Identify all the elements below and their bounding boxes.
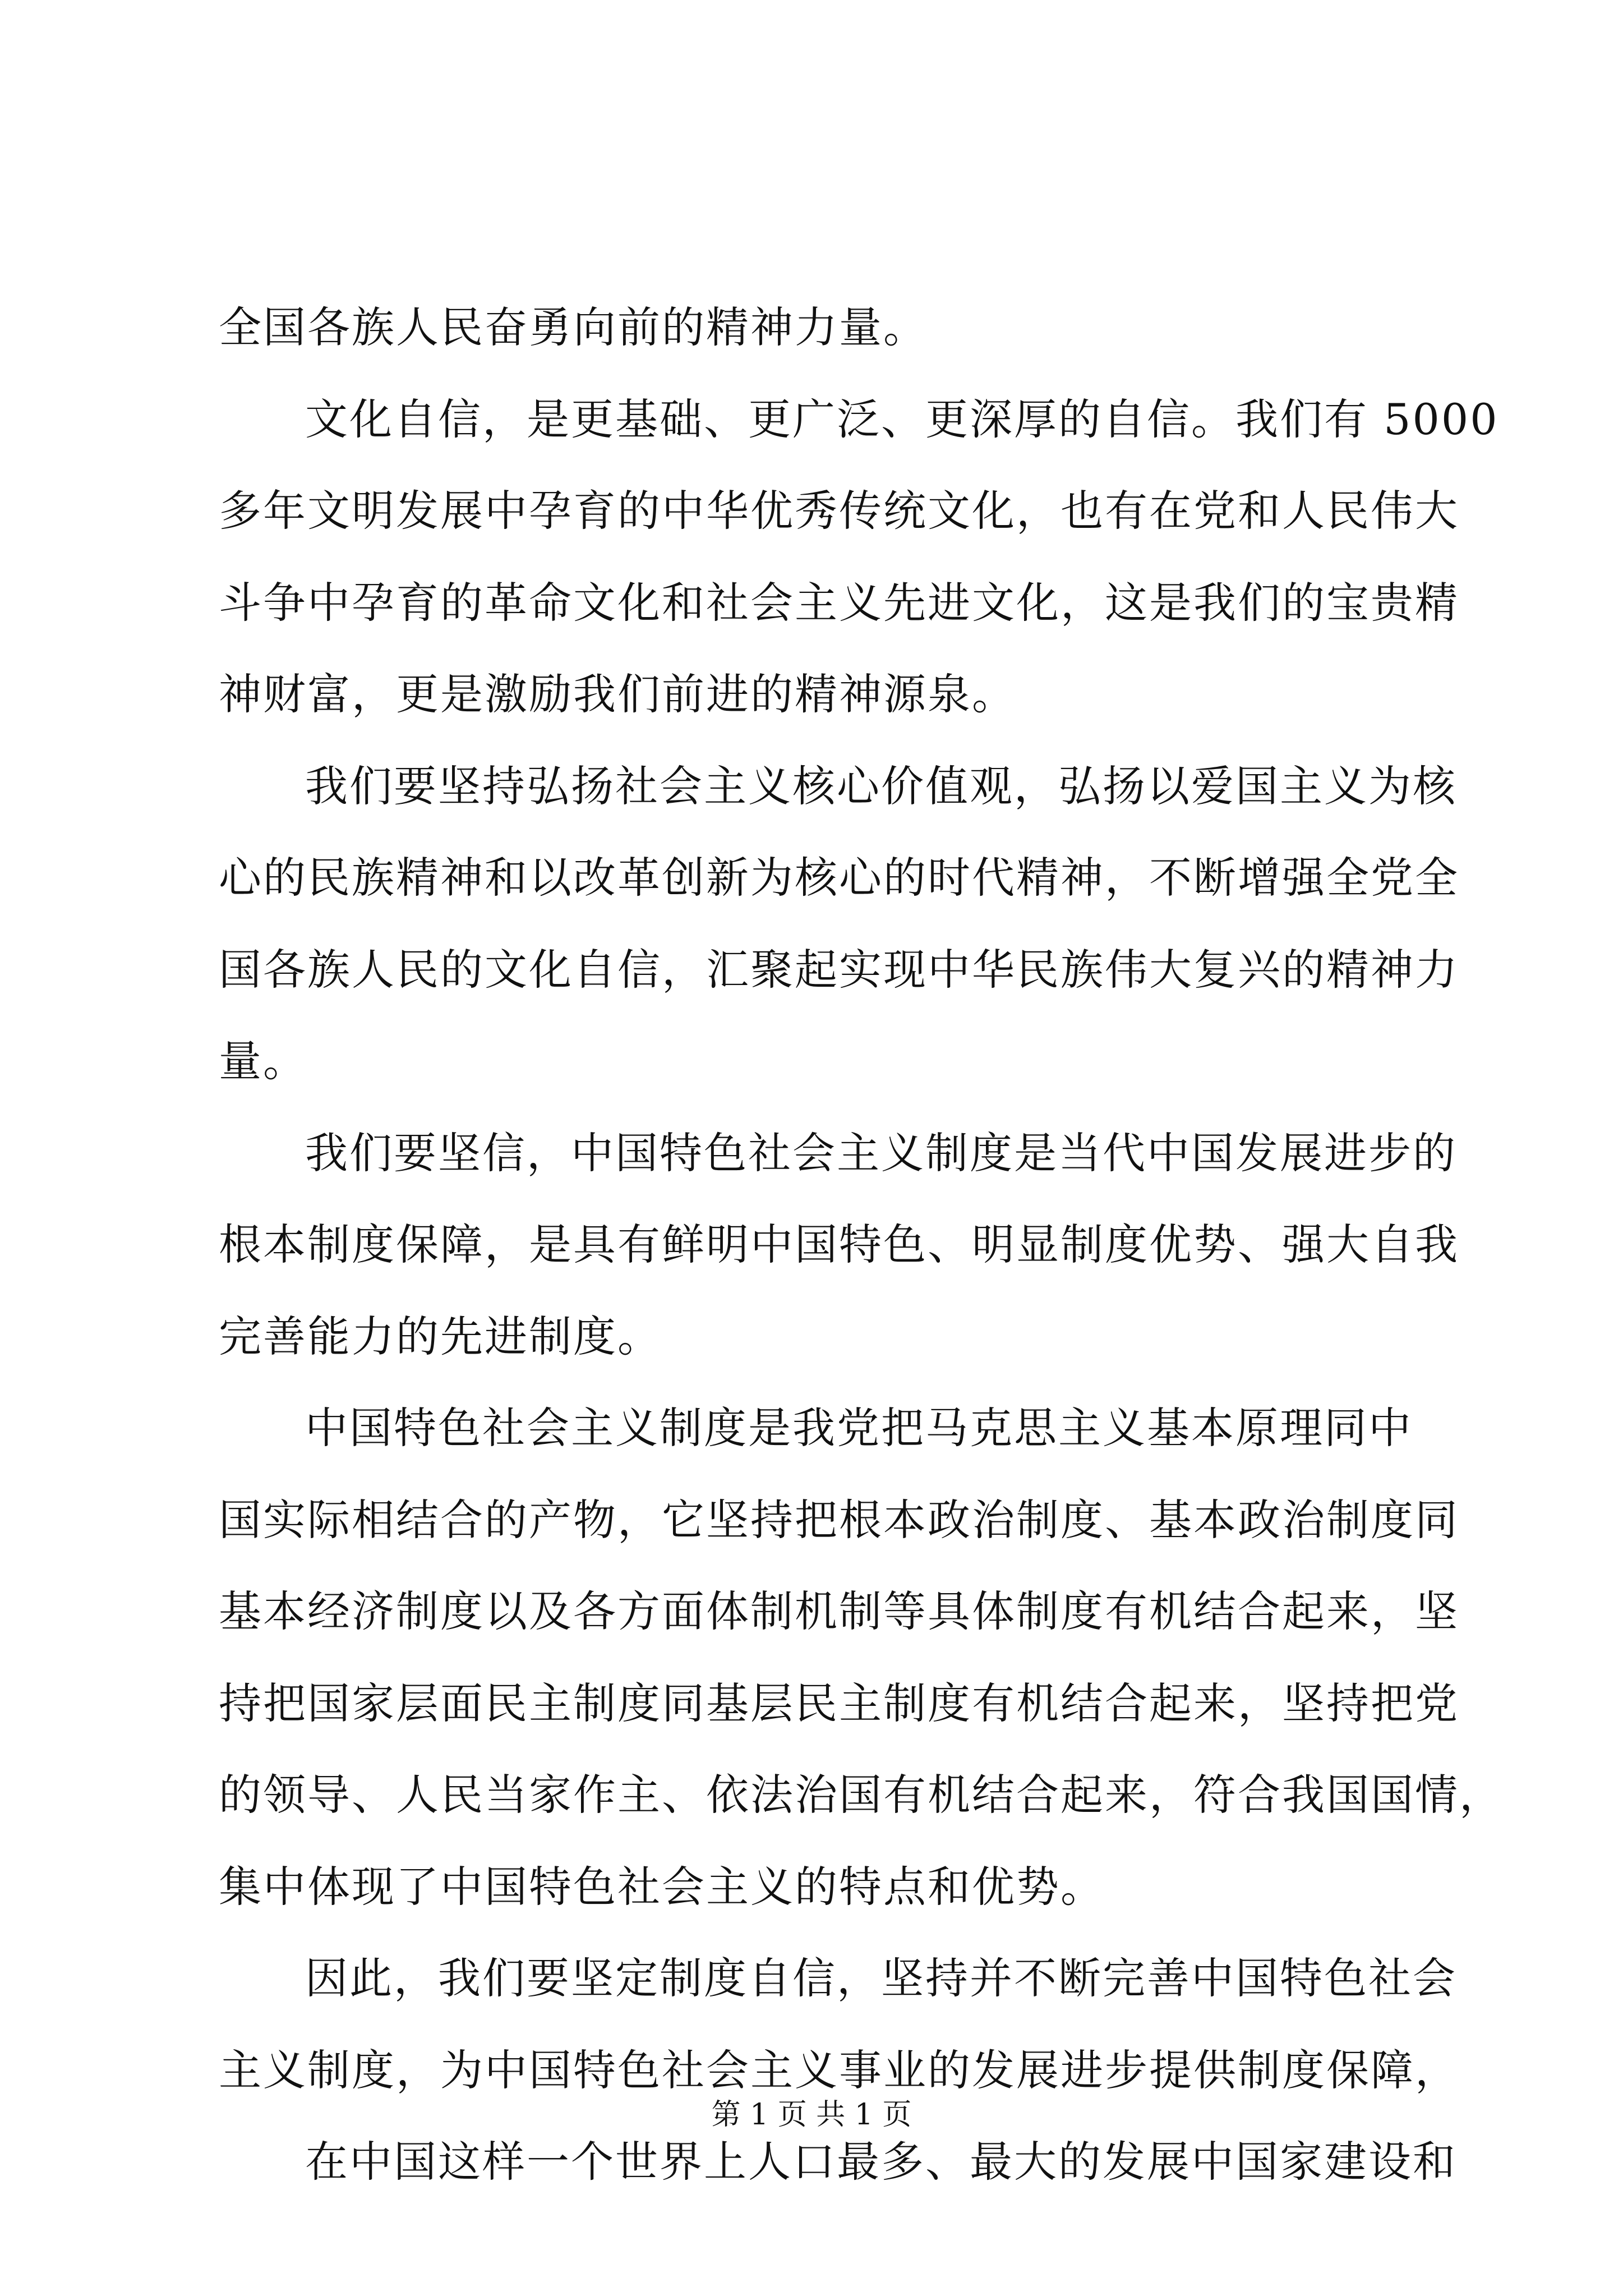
text-line: 量。	[219, 1036, 307, 1086]
text-line: 国各族人民的文化自信，汇聚起实现中华民族伟大复兴的精神力	[219, 944, 1459, 995]
text-line: 我们要坚持弘扬社会主义核心价值观，弘扬以爱国主义为核	[305, 761, 1457, 811]
page-number-footer: 第 1 页 共 1 页	[711, 2098, 912, 2132]
text-line: 多年文明发展中孕育的中华优秀传统文化，也有在党和人民伟大	[219, 486, 1459, 536]
text-line: 神财富，更是激励我们前进的精神源泉。	[219, 669, 1016, 719]
text-line: 根本制度保障，是具有鲜明中国特色、明显制度优势、强大自我	[219, 1220, 1459, 1269]
text-line: 文化自信，是更基础、更广泛、更深厚的自信。我们有 5000	[305, 394, 1499, 444]
text-line: 因此，我们要坚定制度自信，坚持并不断完善中国特色社会	[305, 1953, 1457, 2003]
text-line: 完善能力的先进制度。	[219, 1311, 662, 1361]
text-line: 全国各族人民奋勇向前的精神力量。	[219, 302, 928, 352]
document-body	[219, 294, 1504, 2220]
text-line: 的领导、人民当家作主、依法治国有机结合起来，符合我国国情，	[219, 1770, 1504, 1820]
text-line: 国实际相结合的产物，它坚持把根本政治制度、基本政治制度同	[219, 1494, 1459, 1545]
text-line: 主义制度，为中国特色社会主义事业的发展进步提供制度保障，	[219, 2045, 1459, 2095]
text-line: 我们要坚信，中国特色社会主义制度是当代中国发展进步的	[305, 1128, 1457, 1178]
text-line: 基本经济制度以及各方面体制机制等具体制度有机结合起来，坚	[219, 1586, 1459, 1636]
text-line: 持把国家层面民主制度同基层民主制度有机结合起来，坚持把党	[219, 1678, 1459, 1728]
text-line: 心的民族精神和以改革创新为核心的时代精神，不断增强全党全	[219, 853, 1459, 903]
text-line: 斗争中孕育的革命文化和社会主义先进文化，这是我们的宝贵精	[219, 577, 1459, 628]
text-line: 中国特色社会主义制度是我党把马克思主义基本原理同中	[305, 1403, 1413, 1453]
text-line: 在中国这样一个世界上人口最多、最大的发展中国家建设和	[305, 2137, 1457, 2187]
text-line: 集中体现了中国特色社会主义的特点和优势。	[219, 1861, 1105, 1912]
